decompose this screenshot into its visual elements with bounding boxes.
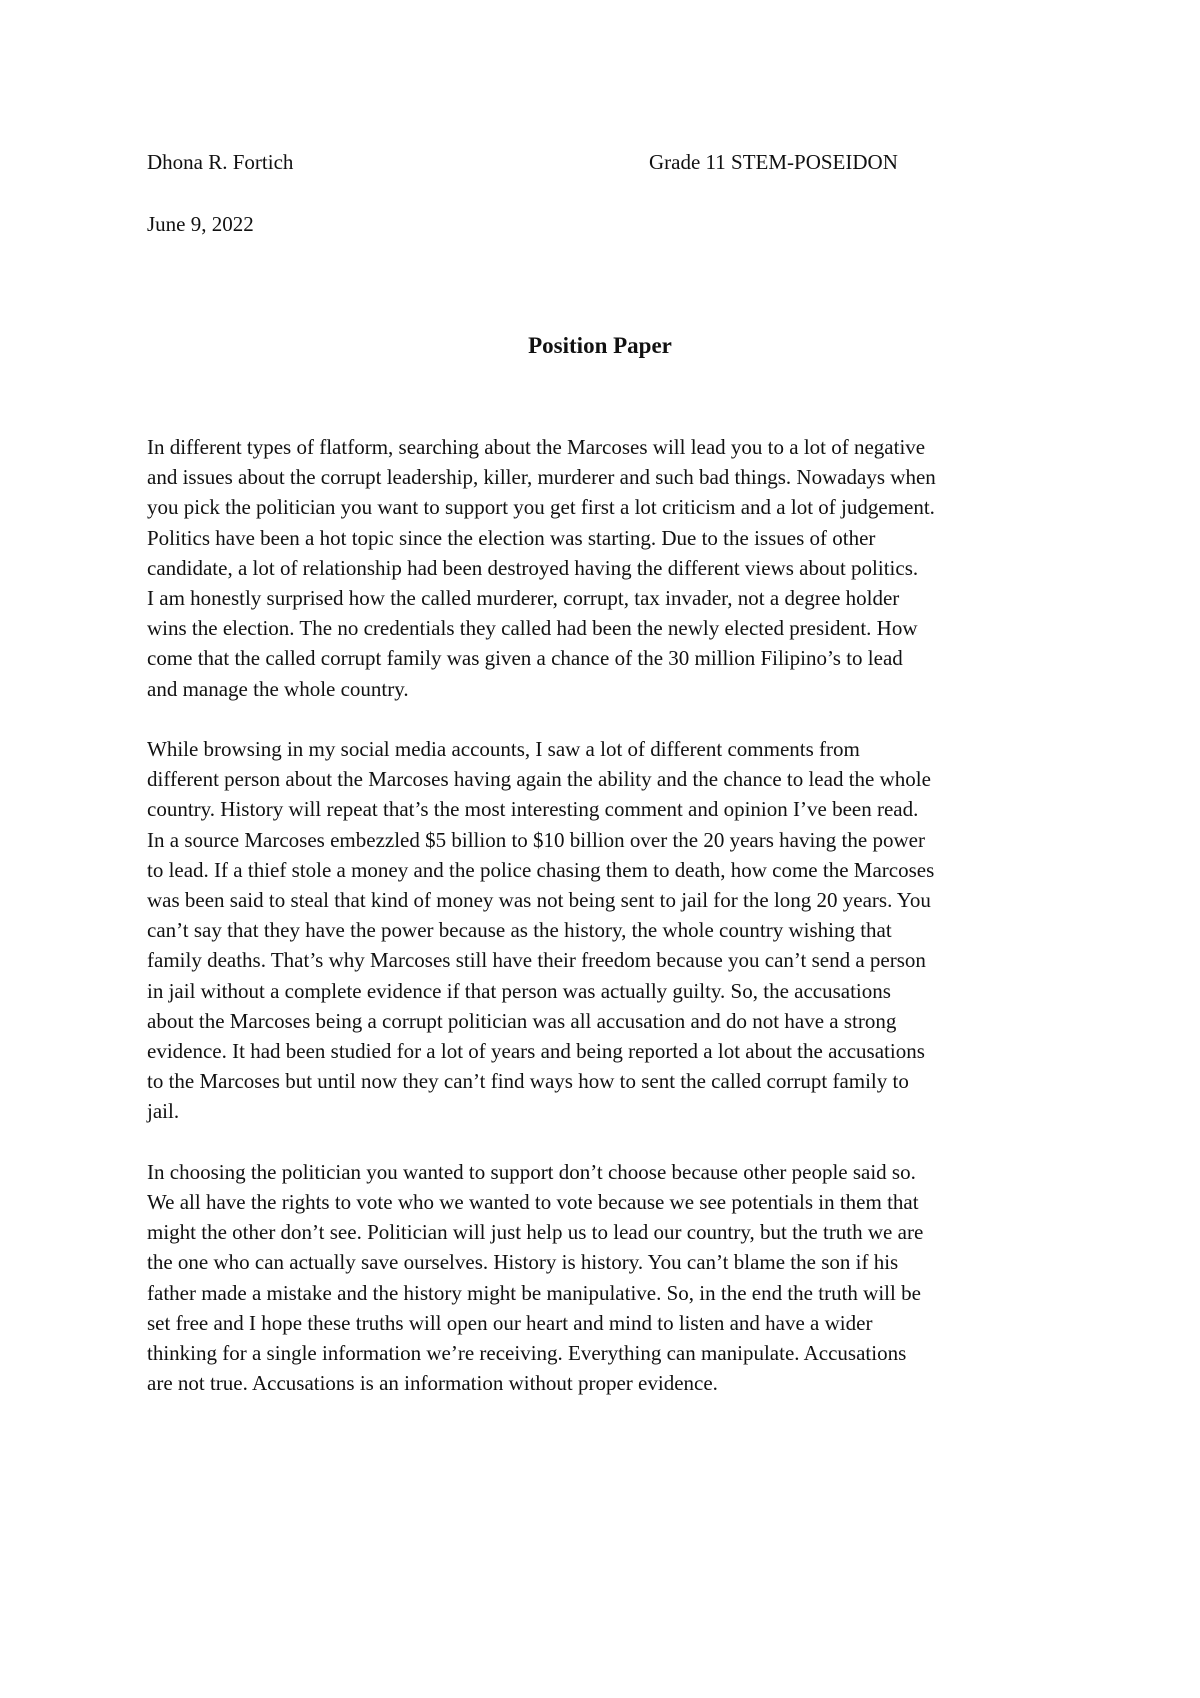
paragraph-line: you pick the politician you want to support you get first a lot criticism and a lot of judgement. [147,495,935,520]
paragraph-line: are not true. Accusations is an information without proper evidence. [147,1371,718,1396]
paragraph-line: wins the election. The no credentials they called had been the newly elected president. How [147,616,918,641]
paragraph-line: Politics have been a hot topic since the election was starting. Due to the issues of other [147,525,876,550]
paragraph-line: candidate, a lot of relationship had been destroyed having the different views about politics. [147,555,919,580]
paragraph-line: evidence. It had been studied for a lot of years and being reported a lot about the accusations [147,1039,925,1064]
paragraph-line: We all have the rights to vote who we wanted to vote because we see potentials in them that [147,1190,919,1215]
paragraph-line: country. History will repeat that’s the most interesting comment and opinion I’ve been read. [147,797,919,822]
document-date: June 9, 2022 [147,212,254,236]
paragraph-line: In different types of flatform, searching about the Marcoses will lead you to a lot of negative [147,435,926,459]
paragraph-line: about the Marcoses being a corrupt politician was all accusation and do not have a strong [147,1008,897,1033]
paragraph-line: come that the called corrupt family was given a chance of the 30 million Filipino’s to lead [147,646,903,671]
paragraph-line: set free and I hope these truths will open our heart and mind to listen and have a wider [147,1310,873,1335]
paragraph-line: in jail without a complete evidence if that person was actually guilty. So, the accusations [147,978,891,1003]
paragraph-line: In a source Marcoses embezzled $5 billion to $10 billion over the 20 years having the power [147,827,925,852]
paragraph-line: might the other don’t see. Politician will just help us to lead our country, but the truth we are [147,1220,924,1245]
paragraph-line: In choosing the politician you wanted to support don’t choose because other people said so. [147,1159,916,1184]
paragraph-line: and manage the whole country. [147,676,409,701]
paragraph-line: and issues about the corrupt leadership, killer, murderer and such bad things. Nowadays when [147,465,936,490]
paragraph-1 [147,432,1057,704]
paragraph-line: I am honestly surprised how the called murderer, corrupt, tax invader, not a degree holder [147,586,900,611]
document-header [147,147,1047,177]
paragraph-line: jail. [147,1099,180,1124]
paragraph-3 [147,1157,1057,1399]
paragraph-line: to the Marcoses but until now they can’t find ways how to sent the called corrupt family to [147,1069,909,1094]
paragraph-line: family deaths. That’s why Marcoses still have their freedom because you can’t send a person [147,948,926,973]
paragraph-line: can’t say that they have the power because as the history, the whole country wishing that [147,918,892,943]
document-body [147,432,1057,1429]
paragraph-line: While browsing in my social media accounts, I saw a lot of different comments from [147,737,860,762]
paragraph-line: different person about the Marcoses having again the ability and the chance to lead the whole [147,767,931,792]
grade-section: Grade 11 STEM-POSEIDON [649,150,898,174]
document-title: Position Paper [528,333,672,358]
paragraph-line: father made a mistake and the history might be manipulative. So, in the end the truth will be [147,1280,921,1305]
author-name: Dhona R. Fortich [147,150,294,174]
paragraph-line: was been said to steal that kind of money was not being sent to jail for the long 20 years. You [147,888,931,913]
paragraph-line: thinking for a single information we’re receiving. Everything can manipulate. Accusations [147,1341,907,1366]
paragraph-line: to lead. If a thief stole a money and the police chasing them to death, how come the Marcoses [147,857,935,882]
paragraph-2 [147,734,1057,1127]
paragraph-line: the one who can actually save ourselves. History is history. You can’t blame the son if his [147,1250,899,1275]
